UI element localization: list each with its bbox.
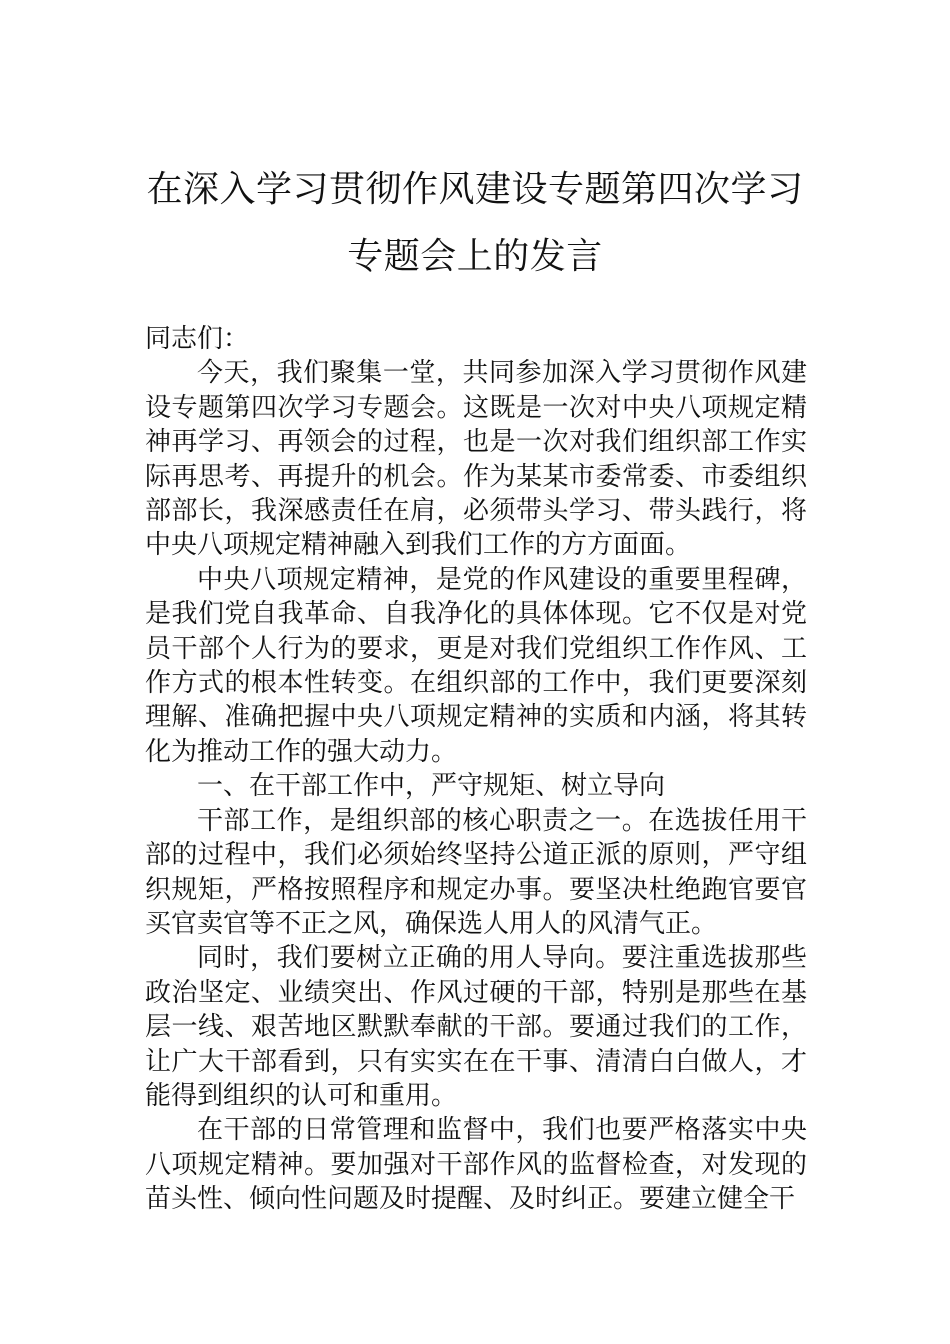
salutation: 同志们： bbox=[145, 324, 250, 354]
paragraph-3: 干部工作，是组织部的核心职责之一。在选拔任用干部的过程中，我们必须始终坚持公道正派的原则，严守组织规矩，严格按照程序和规定办事。要坚决杜绝跑官要官买官卖官等不正之风，确保选人用人的风清气正。 bbox=[145, 805, 807, 939]
paragraph-5: 在干部的日常管理和监督中，我们也要严格落实中央八项规定精神。要加强对干部作风的监督检查，对发现的苗头性、倾向性问题及时提醒、及时纠正。要建立健全干 bbox=[145, 1115, 807, 1215]
paragraph-2: 中央八项规定精神，是党的作风建设的重要里程碑，是我们党自我革命、自我净化的具体体现。它不仅是对党员干部个人行为的要求，更是对我们党组织工作作风、工作方式的根本性转变。在组织部的工作中，我们更要深刻理解、准确把握中央八项规定精神的实质和内涵，将其转化为推动工作的强大动力。 bbox=[145, 564, 807, 767]
section-heading-1: 一、在干部工作中，严守规矩、树立导向 bbox=[197, 771, 666, 802]
document-title-line-2: 专题会上的发言 bbox=[347, 236, 603, 277]
document-title-line-1: 在深入学习贯彻作风建设专题第四次学习 bbox=[146, 169, 804, 210]
paragraph-1: 今天，我们聚集一堂，共同参加深入学习贯彻作风建设专题第四次学习专题会。这既是一次对中央八项规定精神再学习、再领会的过程，也是一次对我们组织部工作实际再思考、再提升的机会。作为某某市委常委、市委组织部部长，我深感责任在肩，必须带头学习、带头践行，将中央八项规定精神融入到我们工作的方方面面。 bbox=[145, 358, 807, 561]
document-body bbox=[145, 322, 807, 1217]
paragraph-4: 同时，我们要树立正确的用人导向。要注重选拔那些政治坚定、业绩突出、作风过硬的干部，特别是那些在基层一线、艰苦地区默默奉献的干部。要通过我们的工作，让广大干部看到，只有实实在在干事、清清白白做人，才能得到组织的认可和重用。 bbox=[145, 943, 807, 1111]
